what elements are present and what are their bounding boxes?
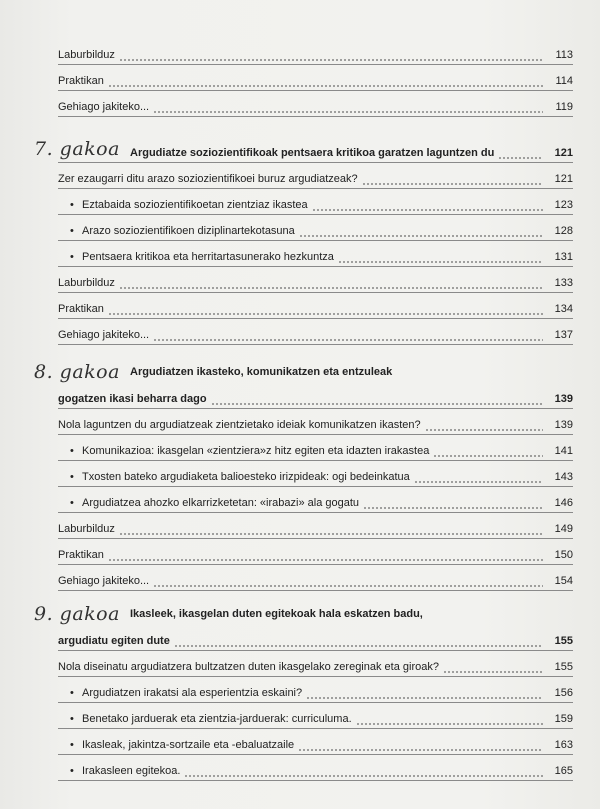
divider — [58, 214, 573, 215]
divider — [58, 344, 573, 345]
dot-leader — [119, 523, 543, 536]
divider — [58, 64, 573, 65]
divider — [58, 434, 573, 435]
toc-entry: Praktikan 134 — [58, 303, 573, 315]
dot-leader — [498, 147, 543, 160]
divider — [58, 702, 573, 703]
divider — [58, 486, 573, 487]
toc-entry: Zer ezaugarri ditu arazo soziozientifikoei buruz argudiatzeak? 121 — [58, 173, 573, 185]
dot-leader — [153, 575, 543, 588]
dot-leader — [153, 329, 543, 342]
toc-entry: Laburbilduz 113 — [58, 49, 573, 61]
dot-leader — [119, 277, 543, 290]
dot-leader — [362, 173, 543, 186]
toc-entry: • Argudiatzea ahozko elkarrizketetan: «irabazi» ala gogatu 146 — [70, 497, 573, 509]
toc-entry: Nola diseinatu argudiatzera bultzatzen duten ikasgelako zereginak eta giroak? 155 — [58, 661, 573, 673]
dot-leader — [363, 497, 543, 510]
toc-entry: Praktikan 114 — [58, 75, 573, 87]
divider — [58, 676, 573, 677]
chapter-9-title: argudiatu egiten dute 155 — [58, 635, 573, 647]
toc-entry: • Komunikazioa: ikasgelan «zientziera»z hitz egiten eta idazten irakastea 141 — [70, 445, 573, 457]
dot-leader — [153, 101, 543, 114]
dot-leader — [298, 739, 543, 752]
dot-leader — [184, 765, 543, 778]
toc-entry: Gehiago jakiteko... 154 — [58, 575, 573, 587]
toc-entry: Laburbilduz 149 — [58, 523, 573, 535]
chapter-8-title-line1: Argudiatzen ikasteko, komunikatzen eta entzuleak — [130, 366, 393, 378]
divider — [58, 460, 573, 461]
divider — [58, 318, 573, 319]
toc-entry: Praktikan 150 — [58, 549, 573, 561]
divider — [58, 292, 573, 293]
divider — [58, 266, 573, 267]
divider — [58, 564, 573, 565]
dot-leader — [108, 303, 543, 316]
toc-entry: • Arazo soziozientifikoen diziplinartekotasuna 128 — [70, 225, 573, 237]
dot-leader — [174, 635, 543, 648]
divider — [58, 188, 573, 189]
dot-leader — [211, 393, 543, 406]
divider — [58, 590, 573, 591]
toc-entry: Laburbilduz 133 — [58, 277, 573, 289]
toc-entry: • Txosten bateko argudiaketa balioesteko irizpideak: ogi bedeinkatua 143 — [70, 471, 573, 483]
divider — [58, 754, 573, 755]
divider — [58, 780, 573, 781]
chapter-7-title: Argudiatze soziozientifikoak pentsaera kritikoa garatzen laguntzen du 121 — [130, 147, 573, 159]
dot-leader — [312, 199, 543, 212]
dot-leader — [306, 687, 543, 700]
toc-entry: • Eztabaida soziozientifikoetan zientziaz ikastea 123 — [70, 199, 573, 211]
divider — [58, 538, 573, 539]
chapter-7-marker: 7. gakoa — [34, 138, 120, 160]
dot-leader — [299, 225, 543, 238]
dot-leader — [433, 445, 543, 458]
dot-leader — [443, 661, 543, 674]
dot-leader — [425, 419, 543, 432]
chapter-9-title-line1: Ikasleek, ikasgelan duten egitekoak hala eskatzen badu, — [130, 608, 423, 620]
divider — [58, 512, 573, 513]
dot-leader — [108, 75, 543, 88]
chapter-8-marker: 8. gakoa — [34, 361, 120, 383]
toc-entry: • Irakasleen egitekoa. 165 — [70, 765, 573, 777]
dot-leader — [414, 471, 543, 484]
divider — [58, 240, 573, 241]
dot-leader — [108, 549, 543, 562]
toc-entry: • Benetako jarduerak eta zientzia-jarduerak: curriculuma. 159 — [70, 713, 573, 725]
divider — [58, 728, 573, 729]
chapter-9-marker: 9. gakoa — [34, 603, 120, 625]
dot-leader — [338, 251, 543, 264]
chapter-8-title: gogatzen ikasi beharra dago 139 — [58, 393, 573, 405]
divider — [58, 408, 573, 409]
divider — [58, 90, 573, 91]
toc-entry: • Argudiatzen irakatsi ala esperientzia eskaini? 156 — [70, 687, 573, 699]
divider — [58, 116, 573, 117]
divider — [58, 650, 573, 651]
toc-entry: • Pentsaera kritikoa eta herritartasunerako hezkuntza 131 — [70, 251, 573, 263]
toc-entry: Gehiago jakiteko... 119 — [58, 101, 573, 113]
dot-leader — [356, 713, 543, 726]
dot-leader — [119, 49, 543, 62]
toc-entry: Gehiago jakiteko... 137 — [58, 329, 573, 341]
divider — [58, 162, 573, 163]
toc-entry: Nola laguntzen du argudiatzeak zientzietako ideiak komunikatzen ikasten? 139 — [58, 419, 573, 431]
toc-entry: • Ikasleak, jakintza-sortzaile eta -ebaluatzaile 163 — [70, 739, 573, 751]
